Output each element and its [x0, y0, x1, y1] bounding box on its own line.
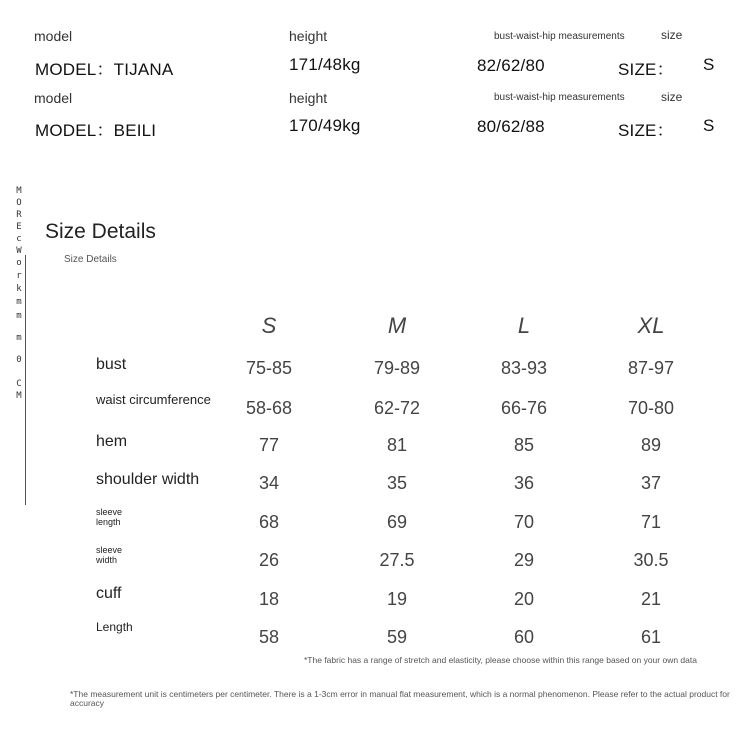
size-column-header: S: [261, 313, 277, 338]
measurement-row-label: bust: [96, 356, 127, 373]
side-char: m: [16, 333, 22, 343]
measurements-label: bust-waist-hip measurements: [494, 92, 625, 103]
side-char: R: [16, 210, 22, 220]
measurement-row-label: Length: [96, 620, 133, 634]
measurement-row-label: cuff: [96, 585, 122, 602]
model-height: 170/49kg: [289, 116, 361, 135]
size-details-title: Size Details: [45, 220, 156, 243]
measurement-cell: 66-76: [500, 398, 548, 418]
size-column-header: XL: [637, 313, 665, 338]
model-measurements: 80/62/88: [477, 117, 545, 136]
side-char: 0: [16, 355, 22, 365]
measurement-cell: 85: [513, 435, 535, 455]
side-char: k: [16, 284, 22, 294]
measurement-cell: 87-97: [627, 358, 675, 378]
size-details-subtitle: Size Details: [64, 254, 117, 265]
measurement-cell: 62-72: [373, 398, 421, 418]
measurement-cell: 20: [513, 589, 535, 609]
model-label: model: [34, 28, 73, 44]
measurement-cell: 70: [513, 512, 535, 532]
measurement-row-label: waist circumference: [96, 392, 211, 407]
measurement-cell: 58-68: [245, 398, 293, 418]
height-label: height: [289, 28, 328, 44]
measurement-cell: 29: [513, 550, 535, 570]
measurement-row-label: hem: [96, 433, 128, 450]
model-label: model: [34, 90, 73, 106]
measurement-row-label: sleeve width: [96, 545, 123, 565]
side-char: c: [16, 234, 22, 244]
model-size: S: [703, 55, 715, 74]
measurement-cell: 71: [640, 512, 662, 532]
measurement-cell: 83-93: [500, 358, 548, 378]
measurement-cell: 59: [386, 627, 408, 647]
model-height: 171/48kg: [289, 55, 361, 74]
side-char: M: [16, 391, 22, 401]
measurement-cell: 89: [640, 435, 662, 455]
model-size-label: SIZE：: [618, 121, 674, 140]
measurement-cell: 69: [386, 512, 408, 532]
side-char: M: [16, 186, 22, 196]
measurement-cell: 21: [640, 589, 662, 609]
model-size-label: SIZE：: [618, 60, 674, 79]
measurement-cell: 58: [258, 627, 280, 647]
side-vertical-text: [16, 185, 22, 401]
measurement-row-label: sleeve length: [96, 507, 123, 527]
measurement-cell: 27.5: [379, 550, 415, 570]
measurement-cell: 60: [513, 627, 535, 647]
size-label: size: [661, 28, 683, 42]
side-char: o: [16, 258, 22, 268]
measurement-cell: 18: [258, 589, 280, 609]
measurement-cell: 61: [640, 627, 662, 647]
measurement-cell: 77: [258, 435, 280, 455]
fabric-note: *The fabric has a range of stretch and elasticity, please choose within this range based on your own data: [304, 655, 697, 665]
size-column-header: L: [517, 313, 531, 338]
side-char: O: [16, 198, 22, 208]
side-char: m: [16, 297, 22, 307]
measurement-cell: 19: [386, 589, 408, 609]
measurement-cell: 30.5: [633, 550, 669, 570]
measurement-cell: 68: [258, 512, 280, 532]
measurement-cell: 37: [640, 473, 662, 493]
measurement-cell: 34: [258, 473, 280, 493]
measurement-cell: 75-85: [245, 358, 293, 378]
measurement-cell: 70-80: [627, 398, 675, 418]
height-label: height: [289, 90, 328, 106]
measurement-cell: 81: [386, 435, 408, 455]
model-measurements: 82/62/80: [477, 56, 545, 75]
measurement-row-label: shoulder width: [96, 471, 200, 488]
side-char: E: [16, 222, 22, 232]
model-size: S: [703, 116, 715, 135]
measurement-cell: 26: [258, 550, 280, 570]
model-name: MODEL：TIJANA: [35, 60, 174, 79]
measurement-note: *The measurement unit is centimeters per centimeter. There is a 1-3cm error in manual flat measurement, which is a normal phenomenon. Please refer to the actual product for accuracy: [70, 689, 730, 708]
side-char: C: [16, 379, 22, 389]
measurement-cell: 36: [513, 473, 535, 493]
model-name: MODEL：BEILI: [35, 121, 157, 140]
size-label: size: [661, 90, 683, 104]
side-char: m: [16, 311, 22, 321]
measurement-cell: 35: [386, 473, 408, 493]
side-divider: [25, 255, 26, 505]
side-char: W: [16, 246, 22, 256]
size-column-header: M: [387, 313, 407, 338]
side-char: r: [16, 271, 22, 281]
measurement-cell: 79-89: [373, 358, 421, 378]
measurements-label: bust-waist-hip measurements: [494, 31, 625, 42]
